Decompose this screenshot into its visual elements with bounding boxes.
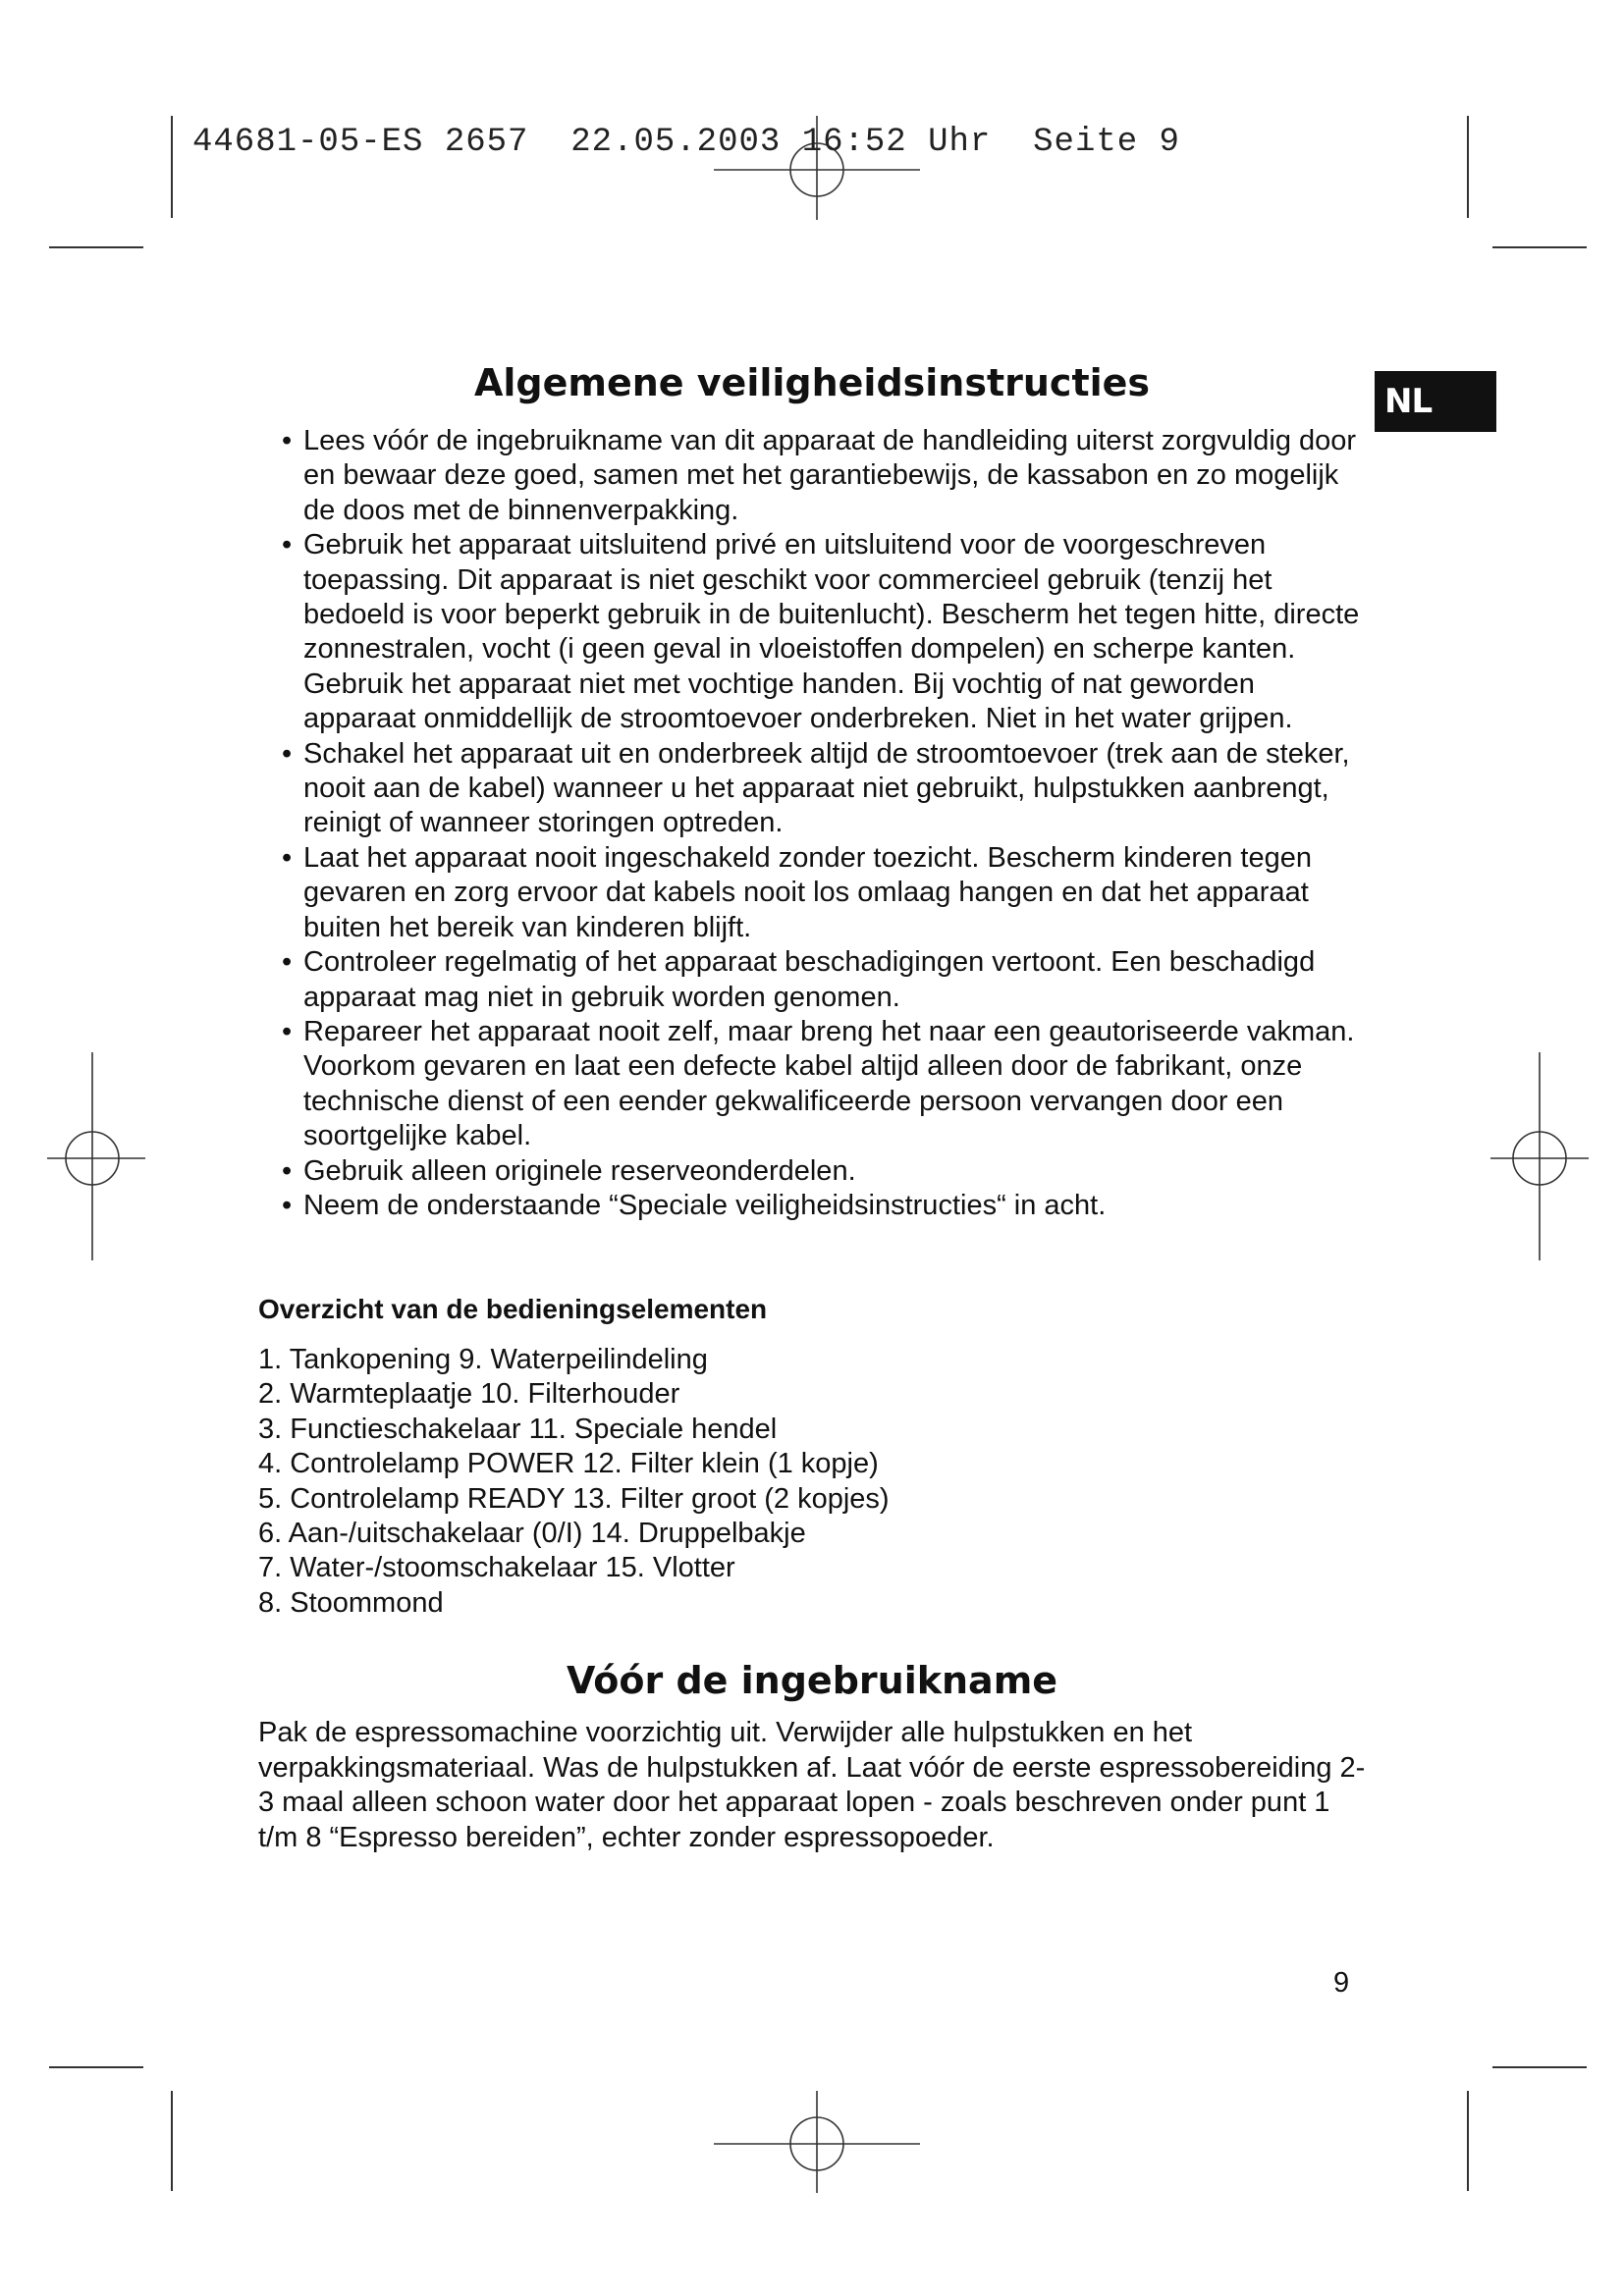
registration-crosshair-right — [1490, 1052, 1589, 1260]
list-item: • Gebruik alleen originele reserveonderdelen. — [282, 1154, 856, 1187]
list-item: • Laat het apparaat nooit ingeschakeld zonder toezicht. Bescherm kinderen tegen gevaren en zorg ervoor dat kabels nooit los omlaag hangen en dat het apparaat buiten het bereik van kinderen blijft. — [282, 841, 1312, 943]
section-title-before-use: Vóór de ingebruikname — [566, 1659, 1058, 1702]
list-item: • Schakel het apparaat uit en onderbreek altijd de stroomtoevoer (trek aan de steker, nooit aan de kabel) wanneer u het apparaat niet gebruikt, hulpstukken aanbrengt, reinigt of wanneer storingen optreden. — [282, 737, 1350, 839]
list-item: 3. Functieschakelaar 11. Speciale hendel — [258, 1413, 778, 1445]
list-item: 5. Controlelamp READY 13. Filter groot (2 kopjes) — [258, 1482, 890, 1515]
section-title-overview: Overzicht van de bedieningselementen — [258, 1294, 768, 1324]
section-title-safety-text: Algemene veiligheidsinstructies — [473, 361, 1151, 404]
section-title-safety — [0, 361, 1624, 404]
list-item: 4. Controlelamp POWER 12. Filter klein (1 kopje) — [258, 1448, 879, 1480]
list-item: 8. Stoommond — [258, 1586, 444, 1619]
list-item: 1. Tankopening 9. Waterpeilindeling — [258, 1344, 708, 1375]
list-item: • Repareer het apparaat nooit zelf, maar breng het naar een geautoriseerde vakman. Voorkom gevaren en laat een defecte kabel altijd alleen door de fabrikant, onze technische dienst of een eender gekwalificeerde persoon vervangen door een soortgelijke kabel. — [282, 1015, 1355, 1152]
list-item: 7. Water-/stoomschakelaar 15. Vlotter — [258, 1552, 735, 1584]
page-number: 9 — [1333, 1967, 1350, 1999]
list-item: • Gebruik het apparaat uitsluitend privé en uitsluitend voor de voorgeschreven toepassing. Dit apparaat is niet geschikt voor commercieel gebruik (tenzij het bedoeld is voor beperkt gebruik in de buitenlucht). Bescherm het tegen hitte, directe zonnestralen, vocht (i geen geval in vloeistoffen dompelen) en scherpe kanten. Gebruik het apparaat niet met vochtige handen. Bij vochtig of nat geworden apparaat onmiddellijk de stroomtoevoer onderbreken. Niet in het water grijpen. — [282, 529, 1360, 735]
print-slug: 44681-05-ES 2657 22.05.2003 16:52 Uhr Seite 9 — [192, 124, 1180, 161]
before-use-paragraph: Pak de espressomachine voorzichtig uit. Verwijder alle hulpstukken en het verpakkingsmateriaal. Was de hulpstukken af. Laat vóór de eerste espressobereiding 2-3 maal alleen schoon water door het apparaat lopen - zoals beschreven onder punt 1 t/m 8 “Espresso bereiden”, echter zonder espressopoeder. — [258, 1717, 1366, 1853]
list-item: • Neem de onderstaande “Speciale veiligheidsinstructies“ in acht. — [282, 1189, 1107, 1221]
safety-instructions-list — [254, 424, 1364, 1223]
language-badge: NL — [1375, 371, 1496, 432]
list-item: • Controleer regelmatig of het apparaat beschadigingen vertoont. Een beschadigd apparaat mag niet in gebruik worden genomen. — [282, 946, 1316, 1013]
list-item: 2. Warmteplaatje 10. Filterhouder — [258, 1378, 680, 1411]
list-item: 6. Aan-/uitschakelaar (0/I) 14. Druppelbakje — [258, 1518, 806, 1550]
registration-crosshair-left — [47, 1052, 145, 1260]
controls-overview-list — [258, 1343, 890, 1621]
registration-crosshair-bottom — [714, 2091, 920, 2193]
list-item: • Lees vóór de ingebruikname van dit apparaat de handleiding uiterst zorgvuldig door en bewaar deze goed, samen met het garantiebewijs, de kassabon en zo mogelijk de doos met de binnenverpakking. — [282, 425, 1357, 526]
